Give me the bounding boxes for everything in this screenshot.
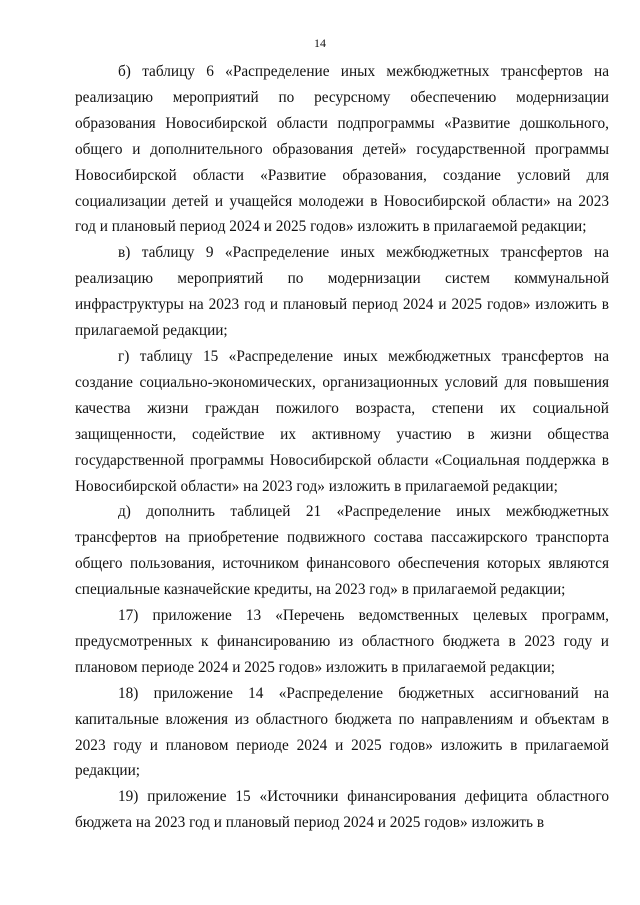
paragraph-item-18-appendix-14: 18) приложение 14 «Распределение бюджетных ассигнований на капитальные вложения из областного бюджета по направлениям и объектам в 2023 году и плановом периоде 2024 и 2025 годов» изложить в прилагаемой редакции;	[75, 684, 609, 780]
paragraph-item-v-table-9: в) таблицу 9 «Распределение иных межбюджетных трансфертов на реализацию мероприятий по модернизации систем коммунальной инфраструктуры на 2023 год и плановый период 2024 и 2025 годов» изложить в прилагаемой редакции;	[75, 244, 609, 340]
page-number: 14	[314, 36, 326, 50]
paragraph-item-g-table-15: г) таблицу 15 «Распределение иных межбюджетных трансфертов на создание социально-экономических, организационных условий для повышения качества жизни граждан пожилого возраста, степени их социальной защищенности, содействие их активному участию в жизни общества государственной программы Новосибирской области «Социальная поддержка в Новосибирской области» на 2023 год» изложить в прилагаемой редакции;	[75, 347, 609, 495]
paragraph-item-17-appendix-13: 17) приложение 13 «Перечень ведомственных целевых программ, предусмотренных к финансированию из областного бюджета в 2023 году и плановом периоде 2024 и 2025 годов» изложить в прилагаемой редакции;	[75, 607, 609, 676]
document-body	[75, 59, 609, 836]
paragraph-item-b-table-6: б) таблицу 6 «Распределение иных межбюджетных трансфертов на реализацию мероприятий по ресурсному обеспечению модернизации образования Новосибирской области подпрограммы «Развитие дошкольного, общего и дополнительного образования детей» государственной программы Новосибирской области «Развитие образования, создание условий для социализации детей и учащейся молодежи в Новосибирской области» на 2023 год и плановый период 2024 и 2025 годов» изложить в прилагаемой редакции;	[75, 63, 609, 236]
paragraph-item-d-table-21: д) дополнить таблицей 21 «Распределение иных межбюджетных трансфертов на приобретение подвижного состава пассажирского транспорта общего пользования, источником финансового обеспечения которых являются специальные казначейские кредиты, на 2023 год» в прилагаемой редакции;	[75, 503, 609, 599]
paragraph-item-19-appendix-15: 19) приложение 15 «Источники финансирования дефицита областного бюджета на 2023 год и плановый период 2024 и 2025 годов» изложить в	[75, 788, 609, 832]
